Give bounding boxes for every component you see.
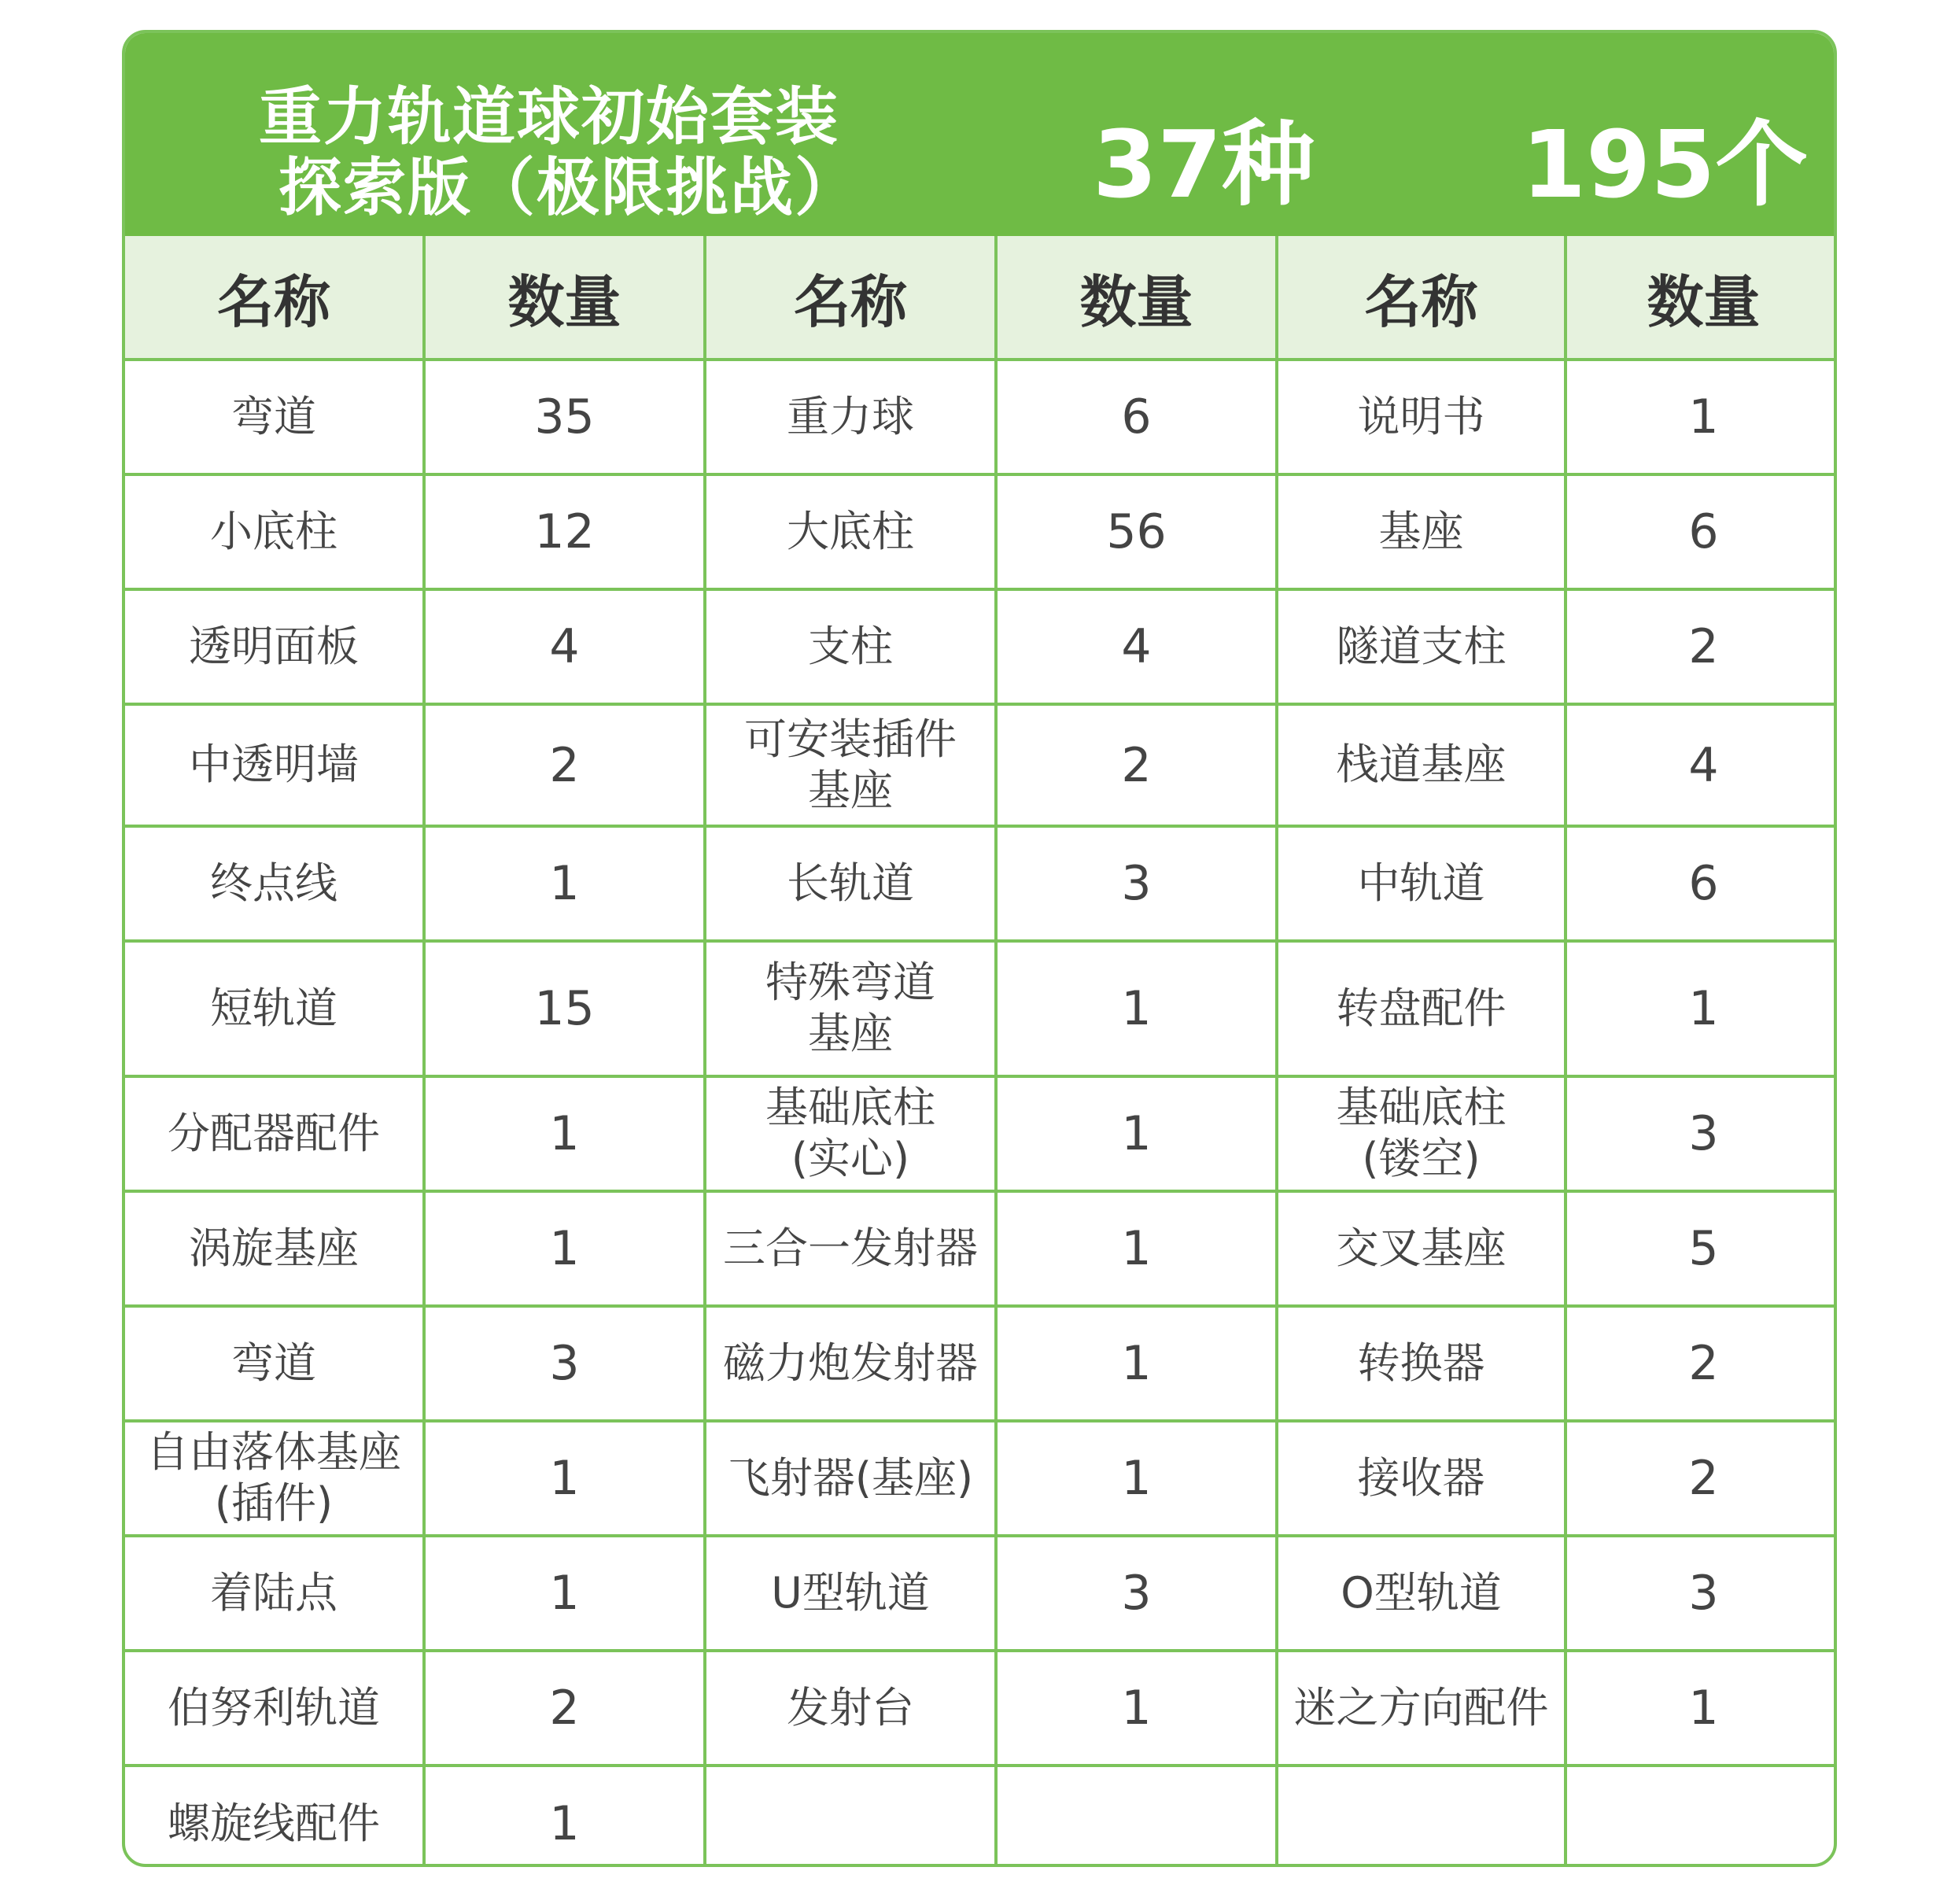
column-header-name: 名称	[705, 236, 996, 360]
part-name-line: 栈道基座	[1336, 740, 1507, 790]
part-name-line: 基座	[808, 1009, 893, 1058]
part-quantity-cell: 56	[996, 474, 1277, 589]
table-row	[125, 704, 1837, 826]
part-quantity-cell: 5	[1566, 1191, 1837, 1306]
part-name-line: 交叉基座	[1336, 1223, 1507, 1273]
part-name-line: 隧道支柱	[1336, 621, 1507, 671]
table-row	[125, 1651, 1837, 1766]
part-quantity-cell: 4	[1566, 704, 1837, 826]
part-quantity-cell: 2	[424, 1651, 705, 1766]
part-name-cell	[705, 1766, 996, 1867]
part-name-line: 短轨道	[210, 983, 337, 1033]
part-quantity-cell: 3	[1566, 1076, 1837, 1191]
part-name-cell	[1277, 941, 1566, 1076]
table-row	[125, 589, 1837, 704]
part-name-cell	[705, 1191, 996, 1306]
part-name-cell	[125, 474, 424, 589]
part-quantity-cell: 1	[1566, 1651, 1837, 1766]
part-name-cell	[125, 1421, 424, 1536]
part-name-line: (插件)	[214, 1478, 334, 1528]
part-name-line: 特殊弯道	[765, 958, 935, 1008]
part-name-line: 长轨道	[787, 858, 914, 908]
table-row	[125, 1076, 1837, 1191]
parts-table	[125, 236, 1837, 1867]
part-quantity-cell	[1566, 1766, 1837, 1867]
table-row	[125, 1536, 1837, 1651]
piece-count: 195个	[1521, 110, 1809, 219]
part-name-line: 说明书	[1357, 391, 1485, 441]
part-name-cell	[125, 1076, 424, 1191]
parts-table-body	[125, 360, 1837, 1867]
part-name-cell	[705, 474, 996, 589]
part-quantity-cell: 1	[424, 1191, 705, 1306]
part-quantity-cell: 1	[424, 826, 705, 941]
part-name-cell	[125, 1191, 424, 1306]
part-quantity-cell: 3	[1566, 1536, 1837, 1651]
part-name-cell	[705, 1421, 996, 1536]
part-name-cell	[705, 589, 996, 704]
part-name-line: 涡旋基座	[189, 1223, 359, 1273]
part-quantity-cell	[996, 1766, 1277, 1867]
table-row	[125, 826, 1837, 941]
part-quantity-cell: 2	[1566, 1421, 1837, 1536]
part-name-line: U型轨道	[771, 1567, 930, 1618]
part-name-line: 弯道	[231, 1338, 316, 1388]
table-row	[125, 1306, 1837, 1421]
part-name-cell	[1277, 704, 1566, 826]
part-quantity-cell: 6	[1566, 474, 1837, 589]
part-name-cell	[1277, 826, 1566, 941]
part-quantity-cell: 1	[996, 941, 1277, 1076]
part-quantity-cell: 1	[1566, 941, 1837, 1076]
part-name-cell	[125, 1766, 424, 1867]
column-header-name: 名称	[1277, 236, 1566, 360]
part-name-line: 中透明墙	[189, 740, 359, 790]
part-name-cell	[125, 941, 424, 1076]
part-name-line: O型轨道	[1341, 1567, 1502, 1618]
part-quantity-cell: 2	[996, 704, 1277, 826]
title-banner	[125, 33, 1834, 236]
part-name-cell	[1277, 1191, 1566, 1306]
header-row	[125, 236, 1837, 360]
part-name-line: 基座	[1378, 506, 1464, 556]
column-header-qty: 数量	[424, 236, 705, 360]
part-name-line: 重力球	[787, 391, 914, 441]
part-name-line: 弯道	[231, 391, 316, 441]
part-name-line: 磁力炮发射器	[723, 1338, 978, 1388]
part-name-cell	[1277, 1306, 1566, 1421]
part-quantity-cell: 1	[996, 1421, 1277, 1536]
part-quantity-cell: 1	[424, 1421, 705, 1536]
part-name-cell	[705, 941, 996, 1076]
part-name-line: (实心)	[791, 1134, 910, 1183]
column-header-qty: 数量	[996, 236, 1277, 360]
part-name-cell	[125, 1536, 424, 1651]
part-name-line: 迷之方向配件	[1293, 1682, 1549, 1732]
part-quantity-cell: 1	[996, 1076, 1277, 1191]
part-name-line: 支柱	[808, 621, 893, 671]
part-name-line: 三合一发射器	[723, 1223, 978, 1273]
part-name-line: 转换器	[1357, 1338, 1485, 1388]
part-name-cell	[705, 1306, 996, 1421]
part-name-line: 飞射器(基座)	[727, 1452, 974, 1503]
part-name-cell	[705, 704, 996, 826]
part-name-line: 接收器	[1357, 1452, 1485, 1503]
part-quantity-cell: 3	[996, 826, 1277, 941]
part-name-line: 分配器配件	[168, 1108, 380, 1158]
part-name-cell	[705, 1651, 996, 1766]
part-name-line: 终点线	[210, 858, 337, 908]
part-name-cell	[1277, 474, 1566, 589]
table-row	[125, 941, 1837, 1076]
part-quantity-cell: 1	[1566, 360, 1837, 474]
part-name-cell	[1277, 1421, 1566, 1536]
part-name-line: 大底柱	[787, 506, 914, 556]
part-name-cell	[1277, 1766, 1566, 1867]
part-quantity-cell: 1	[996, 1191, 1277, 1306]
kit-title-line-2: 探索版（极限挑战）	[278, 151, 859, 224]
part-name-line: 可安装插件	[744, 714, 957, 764]
part-name-cell	[1277, 360, 1566, 474]
part-name-cell	[1277, 1651, 1566, 1766]
part-quantity-cell: 2	[1566, 589, 1837, 704]
part-name-line: 着陆点	[210, 1567, 337, 1618]
part-quantity-cell: 2	[1566, 1306, 1837, 1421]
part-name-line: 转盘配件	[1336, 983, 1507, 1033]
kit-title-line-1: 重力轨道球初始套装	[259, 80, 839, 153]
table-row	[125, 474, 1837, 589]
part-name-line: 螺旋线配件	[168, 1798, 380, 1848]
part-name-line: 小底柱	[210, 506, 337, 556]
part-name-line: 基础底柱	[1336, 1083, 1507, 1133]
part-quantity-cell: 1	[996, 1651, 1277, 1766]
part-name-cell	[125, 589, 424, 704]
part-name-cell	[125, 1306, 424, 1421]
part-quantity-cell: 1	[424, 1766, 705, 1867]
part-quantity-cell: 12	[424, 474, 705, 589]
table-row	[125, 1421, 1837, 1536]
part-name-cell	[705, 1076, 996, 1191]
part-quantity-cell: 2	[424, 704, 705, 826]
part-name-cell	[705, 1536, 996, 1651]
column-header-qty: 数量	[1566, 236, 1837, 360]
part-name-cell	[705, 826, 996, 941]
part-quantity-cell: 4	[424, 589, 705, 704]
part-name-cell	[705, 360, 996, 474]
part-name-line: 伯努利轨道	[168, 1682, 380, 1732]
part-quantity-cell: 3	[424, 1306, 705, 1421]
part-quantity-cell: 1	[996, 1306, 1277, 1421]
part-name-line: (镂空)	[1362, 1134, 1481, 1183]
part-name-line: 基座	[808, 765, 893, 815]
part-name-line: 基础底柱	[765, 1083, 935, 1133]
part-name-line: 透明面板	[189, 621, 359, 671]
table-row	[125, 1766, 1837, 1867]
part-name-cell	[125, 826, 424, 941]
part-name-line: 自由落体基座	[146, 1427, 401, 1478]
part-name-cell	[125, 704, 424, 826]
table-row	[125, 1191, 1837, 1306]
parts-list-card	[122, 30, 1837, 1867]
column-header-name: 名称	[125, 236, 424, 360]
part-name-cell	[1277, 1076, 1566, 1191]
part-quantity-cell: 3	[996, 1536, 1277, 1651]
table-row	[125, 360, 1837, 474]
part-name-cell	[1277, 589, 1566, 704]
part-quantity-cell: 4	[996, 589, 1277, 704]
part-name-cell	[125, 1651, 424, 1766]
part-name-line: 中轨道	[1357, 858, 1485, 908]
part-quantity-cell: 35	[424, 360, 705, 474]
part-name-cell	[125, 360, 424, 474]
kind-count: 37种	[1093, 110, 1315, 219]
part-quantity-cell: 1	[424, 1536, 705, 1651]
part-quantity-cell: 6	[996, 360, 1277, 474]
part-name-line: 发射台	[787, 1682, 914, 1732]
part-quantity-cell: 1	[424, 1076, 705, 1191]
part-name-cell	[1277, 1536, 1566, 1651]
part-quantity-cell: 15	[424, 941, 705, 1076]
part-quantity-cell: 6	[1566, 826, 1837, 941]
